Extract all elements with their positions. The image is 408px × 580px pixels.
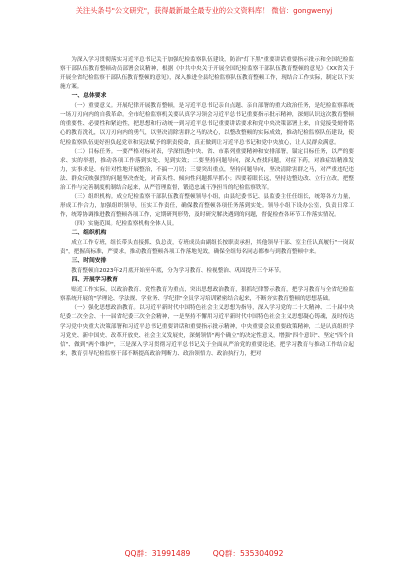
section-4-title: 四、开展学习教育	[71, 277, 118, 284]
footer-qq-group-2: QQ群：535304092	[212, 549, 284, 558]
section-4-paragraph-2: （一）强化思想政治教育。以习近平新时代中国特色社会主义思想为指导，深入学习党的二十大精神、二十届中央纪委二次全会、十一届省纪委三次全会精神，一是坚持不懈用习近平新时代中国特色社会主义思想凝心铸魂，及时传达学习党中央重大决策部署和习近平总书记重要讲话和重要指示批示精神，中央重要会议重要政策精神，二是认真组织学习党史、新中国史、改革开放史、社会主义发展史，深刻领悟"两个确立"的决定性意义，增强"四个意识"、坚定"四个自信"、做到"两个维护"，三是深入学习贯彻习近平总书记关于全面从严治党的重要论述，把学习教育与推动工作结合起来，教育引导纪检监察干部不断提高政治判断力、政治领悟力、政治执行力，把对	[60, 305, 354, 357]
intro-paragraph: 为深入学习贯彻落实习近平总书记关于加强纪检监察队伍建设，防治"灯下黑"重要讲话重要指示批示和全国纪检监察干部队伍教育整顿动员部署会议精神，根据《中共中央关于开展全国纪检监察干部队伍教育整顿的意见》《XX省关于开展全省纪检监察干部队伍教育整顿的意见》，深入推进全县纪检监察队伍教育整顿工作，现结合工作实际，制定以下实施方案。	[60, 57, 354, 91]
footer-qq-group-1: QQ群：31991489	[124, 549, 191, 558]
section-1-paragraph-4: （四）实施范围。纪检监察机构全体人员。	[71, 221, 178, 228]
document-body	[60, 56, 354, 359]
section-2-paragraph-1: 成立工作专班，组长带头直接抓、负总责，专班成员由副组长按职责承担，其他领导干部、室主任认真履行"一岗双责"，把握高标准，严要求，推动教育整顿各项工作落地见效，确保全组每名同志都参与到教育整顿中来。	[60, 240, 354, 256]
section-1-paragraph-2: （二）目标任务。一要严格对标对表，学深悟透中央、省、市系列重要精神和安排部署，锚定目标任务，以严的要求、实的举措，推动各项工作落到实处、见到实效；二要坚持问题导向，深入查找问题，对症下药，对准症结精准发力，实事求是、有针对性地开展整治，不搞一刀切；三要突出重点，坚持问题导向，坚决清除害群之马，对严重违纪违法、群众反映强烈的问题坚决查处，对苗头性、倾向性问题抓早抓小；四要着眼长远，坚持边整边改、立行立改，把整治工作与完善制度机制结合起来，从严管理监督，锻造忠诚干净担当的纪检监察铁军。	[60, 148, 354, 192]
section-4-paragraph-1: 贴近工作实际，以政治教育、党性教育为重点，突出思想政治教育，狠抓纪律警示教育，把学习教育与全省纪检监察系统开展的"学理论、学法规、学业务、学纪律"全员学习培训紧密结合起来，不断夯实教育整顿的思想基础。	[60, 287, 354, 303]
section-1-paragraph-1: （一）重要意义。开展纪律开展教育整顿，是习近平总书记亲自点题、亲自部署的重大政治任务，是纪检监察系统一场刀刃向内的自我革命。全市纪检监察机关要认真学习领会习近平总书记重要指示批示精神，深刻认识这次教育整顿的重要性、必要性和紧迫性，把思想和行动统一到习近平总书记重要讲话要求和党中央决策部署上来，自觉接受刻骨铭心的教育洗礼，以刀刃向内的勇气，以坚决清除害群之马的决心，以整改整顿的实际成效，推动纪检监察队伍建设，使纪检监察队伍更好担负起党章和宪法赋予的职责使命，真正做到让习近平总书记和党中央放心，让人民群众满意。	[60, 103, 354, 146]
section-3-title: 三、时间安排	[71, 258, 107, 265]
section-1-paragraph-3: （三）组织机构。成立纪检监察干部队伍教育整顿领导小组，由县纪委书记、县监委主任任组长，统筹各方力量，形成工作合力，加强组织领导，压实工作责任，确保教育整顿各项任务落到实处。领导小组下设办公室，负责日常工作，统筹协调推进教育整顿各项工作，定期研判形势，及时研究解决遇到的问题，督促检查各环节工作落实情况。	[60, 194, 354, 219]
section-2-title: 二、组织机构	[71, 230, 107, 237]
section-3-paragraph-1: 教育整顿自2023年2月底开始至年底，分为学习教育、检视整治、巩固提升三个环节。	[71, 268, 285, 275]
footer-contact	[0, 548, 408, 559]
header-banner: 关注头条号"公文研究"，获得最新最全最专业的公文资料库！ 微信：gongwenyj	[75, 6, 333, 15]
section-1-title: 一、总体要求	[71, 93, 107, 100]
